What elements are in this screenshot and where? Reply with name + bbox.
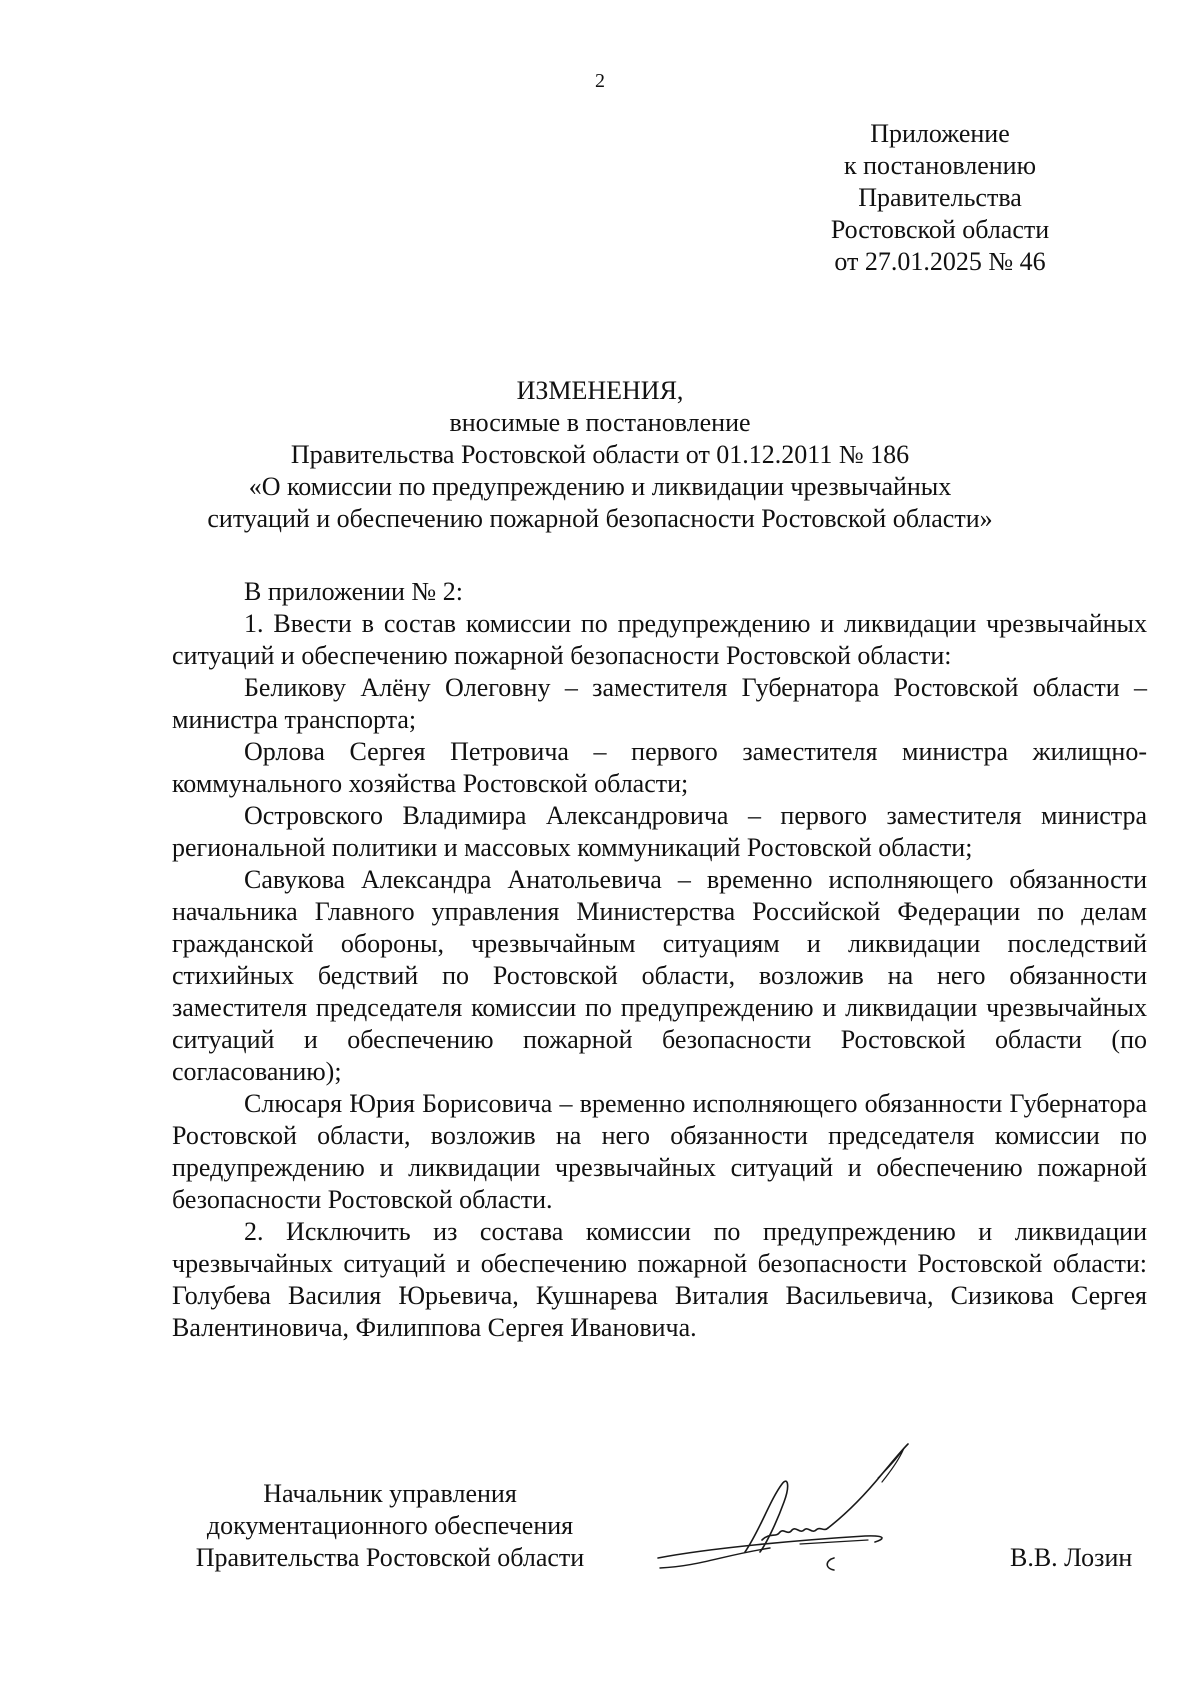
body-paragraph: Беликову Алёну Олеговну – заместителя Губернатора Ростовской области – министра транспорта; xyxy=(172,673,1147,734)
body-paragraph: 1. Ввести в состав комиссии по предупреждению и ликвидации чрезвычайных ситуаций и обеспечению пожарной безопасности Ростовской области: xyxy=(172,609,1147,670)
signer-position-line: документационного обеспечения xyxy=(206,1511,574,1540)
title-line: вносимые в постановление xyxy=(449,408,751,437)
appendix-line: Ростовской области xyxy=(830,215,1050,244)
appendix-line: от 27.01.2025 № 46 xyxy=(834,247,1046,276)
title-line: Правительства Ростовской области от 01.12.2011 № 186 xyxy=(290,440,910,469)
appendix-line: Правительства xyxy=(858,183,1022,212)
signer-position-line: Правительства Ростовской области xyxy=(195,1543,585,1572)
signer-position-line: Начальник управления xyxy=(263,1479,517,1508)
appendix-line: Приложение xyxy=(870,119,1010,148)
appendix-block xyxy=(790,118,1090,278)
handwritten-signature xyxy=(650,1440,980,1590)
body-paragraph: Островского Владимира Александровича – первого заместителя министра региональной политики и массовых коммуникаций Ростовской области; xyxy=(172,801,1147,862)
signer-position xyxy=(170,1478,610,1574)
appendix-line: к постановлению xyxy=(843,151,1037,180)
title-line: «О комиссии по предупреждению и ликвидации чрезвычайных xyxy=(248,472,952,501)
page-number: 2 xyxy=(595,70,605,92)
body-paragraph: 2. Исключить из состава комиссии по предупреждению и ликвидации чрезвычайных ситуаций и обеспечению пожарной безопасности Ростовской области: Голубева Василия Юрьевича, Кушнарева Виталия Васильевича, Сизикова Сергея Валентиновича, Филиппова Сергея Ивановича. xyxy=(172,1217,1147,1342)
document-title xyxy=(0,375,1200,535)
body-paragraph: Савукова Александра Анатольевича – временно исполняющего обязанности начальника Главного управления Министерства Российской Федерации по делам гражданской обороны, чрезвычайным ситуациям и ликвидации последствий стихийных бедствий по Ростовской области, возложив на него обязанности заместителя председателя комиссии по предупреждению и ликвидации чрезвычайных ситуаций и обеспечению пожарной безопасности Ростовской области (по согласованию); xyxy=(172,865,1147,1086)
document-body xyxy=(172,576,1147,1344)
title-heading: ИЗМЕНЕНИЯ, xyxy=(516,376,684,405)
title-line: ситуаций и обеспечению пожарной безопасности Ростовской области» xyxy=(207,504,993,533)
body-paragraph: Слюсаря Юрия Борисовича – временно исполняющего обязанности Губернатора Ростовской области, возложив на него обязанности председателя комиссии по предупреждению и ликвидации чрезвычайных ситуаций и обеспечению пожарной безопасности Ростовской области. xyxy=(172,1089,1147,1214)
signer-name: В.В. Лозин xyxy=(1010,1543,1133,1572)
body-intro: В приложении № 2: xyxy=(244,577,463,606)
body-paragraph: Орлова Сергея Петровича – первого заместителя министра жилищно-коммунального хозяйства Ростовской области; xyxy=(172,737,1147,798)
